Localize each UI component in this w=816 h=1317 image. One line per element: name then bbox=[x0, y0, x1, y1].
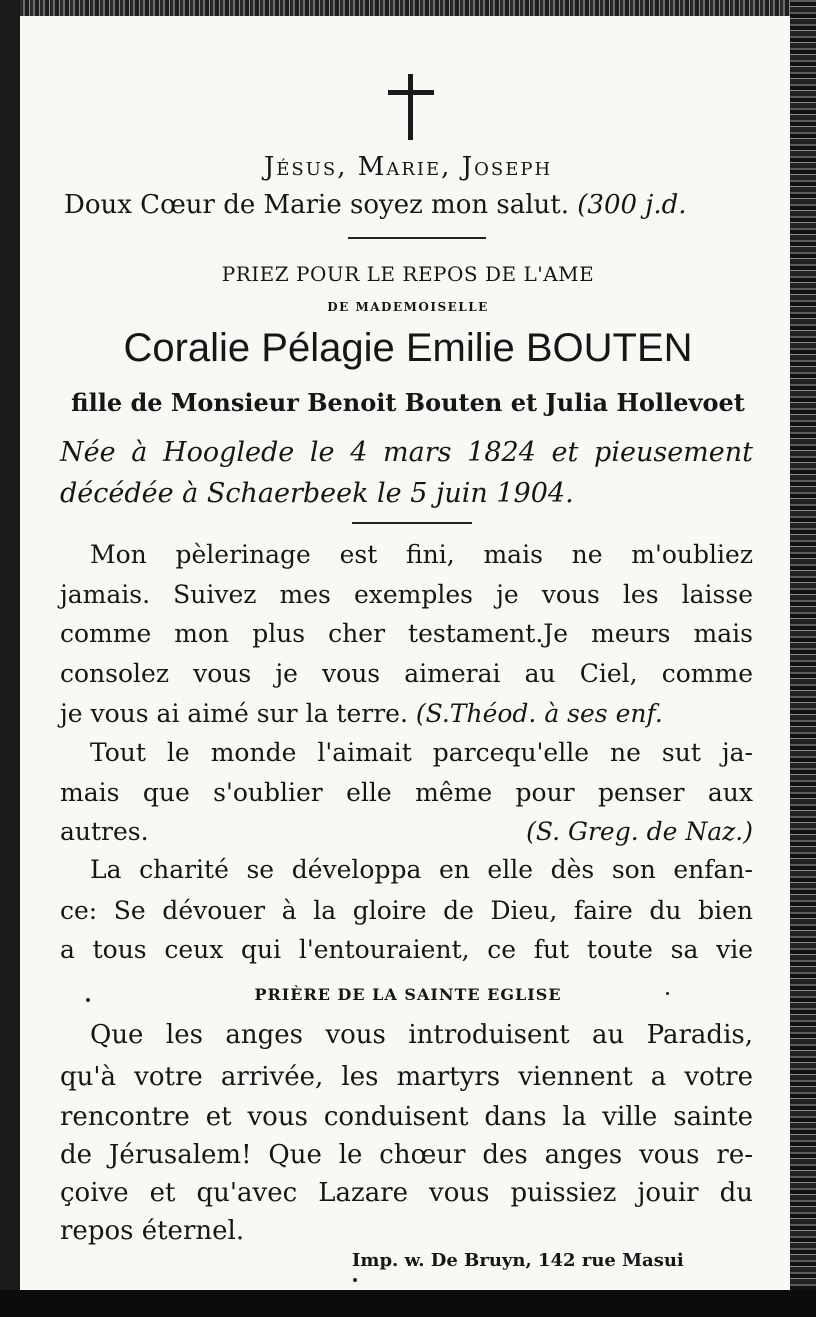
prayer-line-3: rencontre et vous conduisent dans la ville sainte bbox=[60, 1102, 753, 1132]
deceased-name: Coralie Pélagie Emilie BOUTEN bbox=[123, 326, 693, 370]
birth-line: Née à Hooglede le 4 mars 1824 et pieusement bbox=[60, 437, 753, 468]
gregory-citation: (S. Greg. de Naz.) bbox=[526, 817, 753, 846]
mourning-border bbox=[790, 0, 816, 1290]
scan-speck bbox=[86, 998, 90, 1002]
prayer-line-4: de Jérusalem! Que le chœur des anges vous re- bbox=[60, 1140, 753, 1170]
cross-icon bbox=[386, 72, 436, 142]
divider bbox=[348, 237, 486, 239]
para3-line-2: ce: Se dévouer à la gloire de Dieu, faire du bien bbox=[60, 896, 753, 925]
prayer-line-6: repos éternel. bbox=[60, 1216, 245, 1246]
invocation: Jésus, Marie, Joseph bbox=[263, 152, 553, 182]
name-prefix: DE MADEMOISELLE bbox=[327, 300, 489, 314]
scan-edge-left bbox=[0, 0, 20, 1290]
para2-line-2: mais que s'oublier elle même pour penser aux bbox=[60, 778, 753, 807]
para3-line-1: La charité se développa en elle dès son enfan- bbox=[90, 855, 753, 884]
body-line-5 bbox=[60, 699, 760, 728]
divider bbox=[352, 522, 472, 524]
scan-speck bbox=[666, 992, 669, 995]
prayer-heading: PRIÈRE DE LA SAINTE EGLISE bbox=[254, 985, 562, 1004]
prayer-line-5: çoive et qu'avec Lazare vous puissiez jouir du bbox=[60, 1178, 753, 1208]
prayer-request: PRIEZ POUR LE REPOS DE L'AME bbox=[221, 262, 595, 286]
salutation: Doux Cœur de Marie soyez mon salut. bbox=[64, 190, 569, 220]
body-line-1: Mon pèlerinage est fini, mais ne m'oubliez bbox=[90, 540, 753, 569]
theodore-citation: (S.Théod. à ses enf. bbox=[415, 699, 663, 728]
scan-edge-bottom bbox=[0, 1290, 816, 1317]
prayer-line-2: qu'à votre arrivée, les martyrs viennent a votre bbox=[60, 1062, 753, 1092]
scan-speck bbox=[353, 1278, 357, 1282]
para2-last-text: autres. bbox=[60, 817, 149, 846]
body-line-4: consolez vous je vous aimerai au Ciel, comme bbox=[60, 659, 753, 688]
salutation-ref: (300 j.d. bbox=[577, 190, 687, 220]
death-line: décédée à Schaerbeek le 5 juin 1904. bbox=[60, 478, 574, 509]
parents: fille de Monsieur Benoit Bouten et Julia Hollevoet bbox=[71, 388, 745, 417]
para3-line-3: a tous ceux qui l'entouraient, ce fut toute sa vie bbox=[60, 935, 753, 964]
para2-line-3 bbox=[60, 817, 753, 846]
prayer-line-1: Que les anges vous introduisent au Paradis, bbox=[90, 1020, 753, 1050]
printer-imprint: Imp. w. De Bruyn, 142 rue Masui bbox=[352, 1250, 684, 1271]
para2-line-1: Tout le monde l'aimait parcequ'elle ne sut ja- bbox=[90, 738, 753, 767]
salutation-line bbox=[64, 190, 764, 220]
body-line-2: jamais. Suivez mes exemples je vous les laisse bbox=[60, 580, 753, 609]
body-line-3: comme mon plus cher testament.Je meurs mais bbox=[60, 619, 753, 648]
body-line-5-text: je vous ai aimé sur la terre. bbox=[60, 699, 408, 728]
